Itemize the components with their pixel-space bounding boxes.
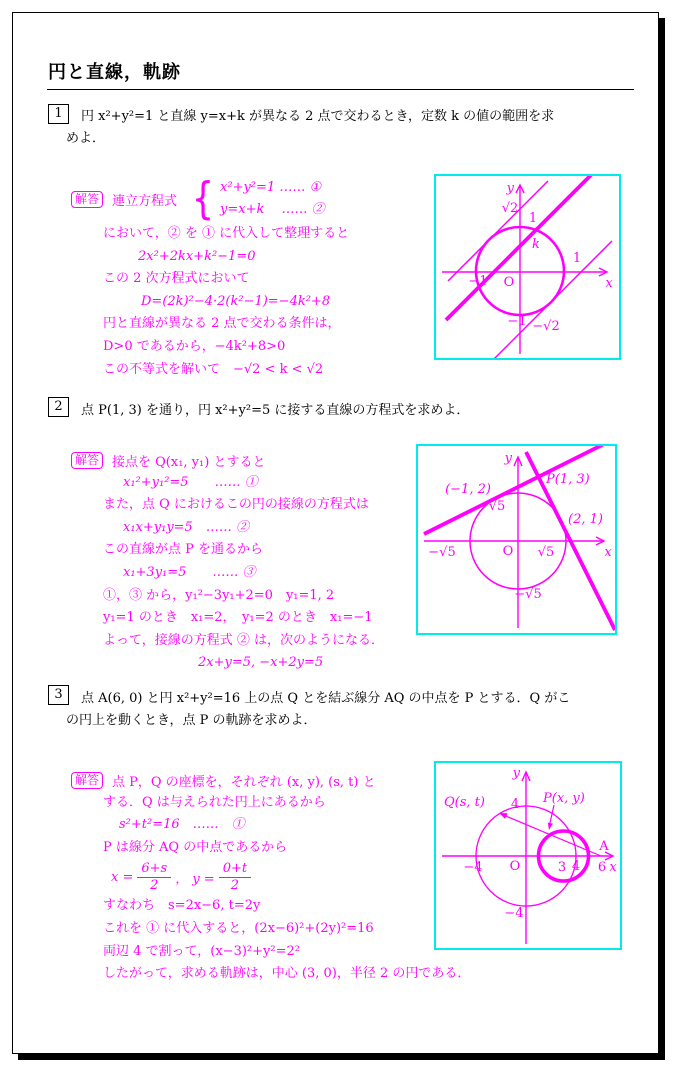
answer-label: 解答 — [71, 772, 103, 789]
brace-symbol: { — [191, 173, 215, 224]
sqrt5-right-label: √5 — [537, 545, 555, 560]
line-y-equals-x-plus-k — [446, 176, 596, 320]
fraction-2 — [219, 861, 251, 893]
solution-line: この直線が点 P を通るから — [103, 542, 264, 558]
solution-line: y₁=1 のとき x₁=2， y₁=2 のとき x₁=−1 — [103, 610, 373, 626]
segment-aq-arrow-icon — [499, 813, 508, 819]
answer-label: 解答 — [71, 452, 103, 469]
problem-1-number: 1 — [48, 104, 69, 124]
k-label: k — [532, 237, 540, 252]
neg-one-bottom-label: −1 — [507, 314, 527, 329]
solution-line: において，② を ① に代入して整理すると — [103, 226, 350, 241]
tangent-point-2-label: (2, 1) — [568, 512, 603, 527]
four-x-label: 4 — [571, 859, 581, 874]
solution-line: この不等式を解いて −√2 < k < √2 — [103, 361, 324, 377]
solution-line: この 2 次方程式において — [103, 271, 250, 287]
six-label: 6 — [597, 860, 607, 875]
equation-2: y=x+k …… ② — [220, 202, 325, 217]
y-axis-label: y — [512, 766, 520, 781]
solution-line: よって，接線の方程式 ② は，次のようになる． — [103, 632, 385, 648]
solution-line: x₁x+y₁y=5 …… ② — [123, 519, 249, 535]
origin-label: O — [502, 544, 514, 559]
diagram-1 — [434, 174, 621, 360]
diagram-1-figure — [436, 176, 619, 358]
equation-1: x²+y²=1 …… ① — [220, 180, 322, 195]
solution-line: x₁²+y₁²=5 …… ① — [123, 474, 258, 490]
solution-line-fractions — [111, 859, 451, 895]
worksheet-page — [12, 12, 659, 1054]
problem-1-statement-line1: 円 x²+y²=1 と直線 y=x+k が異なる 2 点で交わるとき，定数 k の値の範囲を求 — [81, 109, 555, 124]
problem-3-statement-line2: の円上を動くとき，点 P の軌跡を求めよ． — [66, 713, 317, 728]
problem-1-solution — [71, 175, 451, 381]
diagram-3-figure — [436, 763, 620, 948]
solution-line: s²+t²=16 …… ① — [119, 817, 245, 833]
solution-line — [71, 449, 451, 472]
solution-line: また，点 Q におけるこの円の接線の方程式は — [103, 497, 369, 513]
solution-line: 2x²+2kx+k²−1=0 — [138, 248, 256, 264]
solution-line: P は線分 AQ の中点であるから — [103, 839, 288, 855]
point-a-label: A — [599, 839, 609, 854]
y-axis-label: y — [506, 181, 514, 196]
point-p-label: P(x, y) — [543, 791, 585, 806]
solution-line: 円と直線が異なる 2 点で交わる条件は， — [103, 316, 341, 332]
neg-one-left-label: −1 — [468, 274, 488, 289]
equation-system — [189, 173, 325, 224]
three-label: 3 — [557, 860, 567, 875]
x-axis-label: x — [609, 860, 617, 875]
p-pointer-arrow-icon — [548, 823, 553, 830]
problem-3-statement-line1: 点 A(6, 0) と円 x²+y²=16 上の点 Q とを結ぶ線分 AQ の中点を P とする．Q がこ — [81, 691, 571, 706]
solution-line: x₁+3y₁=5 …… ③ — [123, 564, 256, 580]
problem-2-statement: 点 P(1, 3) を通り，円 x²+y²=5 に接する直線の方程式を求めよ． — [81, 403, 470, 418]
diagram-3 — [434, 761, 622, 950]
solution-line: D=(2k)²−4·2(k²−1)=−4k²+8 — [141, 293, 331, 309]
x-axis-label: x — [604, 545, 612, 560]
tangent-point-1-label: (−1, 2) — [445, 482, 491, 497]
problem-3-number: 3 — [48, 685, 69, 705]
fraction-1-denominator: 2 — [150, 878, 159, 894]
x-axis-label: x — [605, 276, 613, 291]
origin-label: O — [503, 275, 515, 290]
solution-line: ①，③ から，y₁²−3y₁+2=0 y₁=1, 2 — [103, 587, 335, 603]
problem-2-solution — [71, 449, 451, 675]
sqrt2-label: √2 — [501, 201, 519, 216]
neg-four-y-label: −4 — [504, 906, 524, 921]
solution-line: 2x+y=5, −x+2y=5 — [198, 655, 324, 671]
origin-label: O — [509, 859, 521, 874]
solution-line: する．Q は与えられた円上にあるから — [103, 794, 326, 810]
solution-line: すなわち s=2x−6, t=2y — [103, 898, 261, 914]
four-y-label: 4 — [510, 797, 520, 812]
frac-lhs-y: ， y = — [175, 871, 215, 887]
solution-line: したがって，求める軌跡は，中心 (3, 0)，半径 2 の円である． — [103, 966, 471, 982]
point-q-label: Q(s, t) — [444, 795, 485, 810]
answer-label: 解答 — [71, 191, 103, 208]
neg-sqrt5-left-label: −√5 — [428, 545, 456, 560]
fraction-1-numerator: 6+s — [137, 861, 171, 878]
solution-text: 接点を Q(x₁, y₁) とすると — [112, 454, 266, 470]
neg-sqrt5-bottom-label: −√5 — [514, 587, 542, 602]
solution-line — [71, 175, 451, 223]
one-y-label: 1 — [528, 211, 538, 226]
problem-2-number: 2 — [48, 397, 69, 417]
one-x-label: 1 — [572, 251, 582, 266]
fraction-1 — [137, 861, 171, 893]
solution-intro: 連立方程式 — [112, 193, 178, 209]
solution-line — [71, 769, 451, 792]
title-rule — [47, 89, 634, 90]
page-title: 円と直線，軌跡 — [48, 62, 181, 83]
solution-text: 点 P，Q の座標を，それぞれ (x, y), (s, t) と — [112, 774, 376, 790]
diagram-2-figure — [418, 446, 615, 633]
solution-line: 両辺 4 で割って，(x−3)²+y²=2² — [103, 943, 300, 959]
frac-lhs-x: x = — [111, 869, 134, 885]
sqrt5-upper-label: √5 — [488, 499, 506, 514]
fraction-2-denominator: 2 — [230, 878, 240, 894]
neg-four-x-label: −4 — [463, 860, 483, 875]
diagram-2 — [416, 444, 617, 635]
solution-line: これを ① に代入すると，(2x−6)²+(2y)²=16 — [103, 920, 374, 936]
solution-line: D>0 であるから，−4k²+8>0 — [103, 338, 286, 354]
problem-1-statement-line2: めよ． — [66, 131, 106, 146]
p-pointer-line — [550, 805, 555, 825]
fraction-2-numerator: 0+t — [219, 861, 251, 878]
neg-sqrt2-label: −√2 — [532, 319, 560, 334]
point-p-label: P(1, 3) — [546, 472, 590, 487]
y-axis-label: y — [504, 451, 512, 466]
